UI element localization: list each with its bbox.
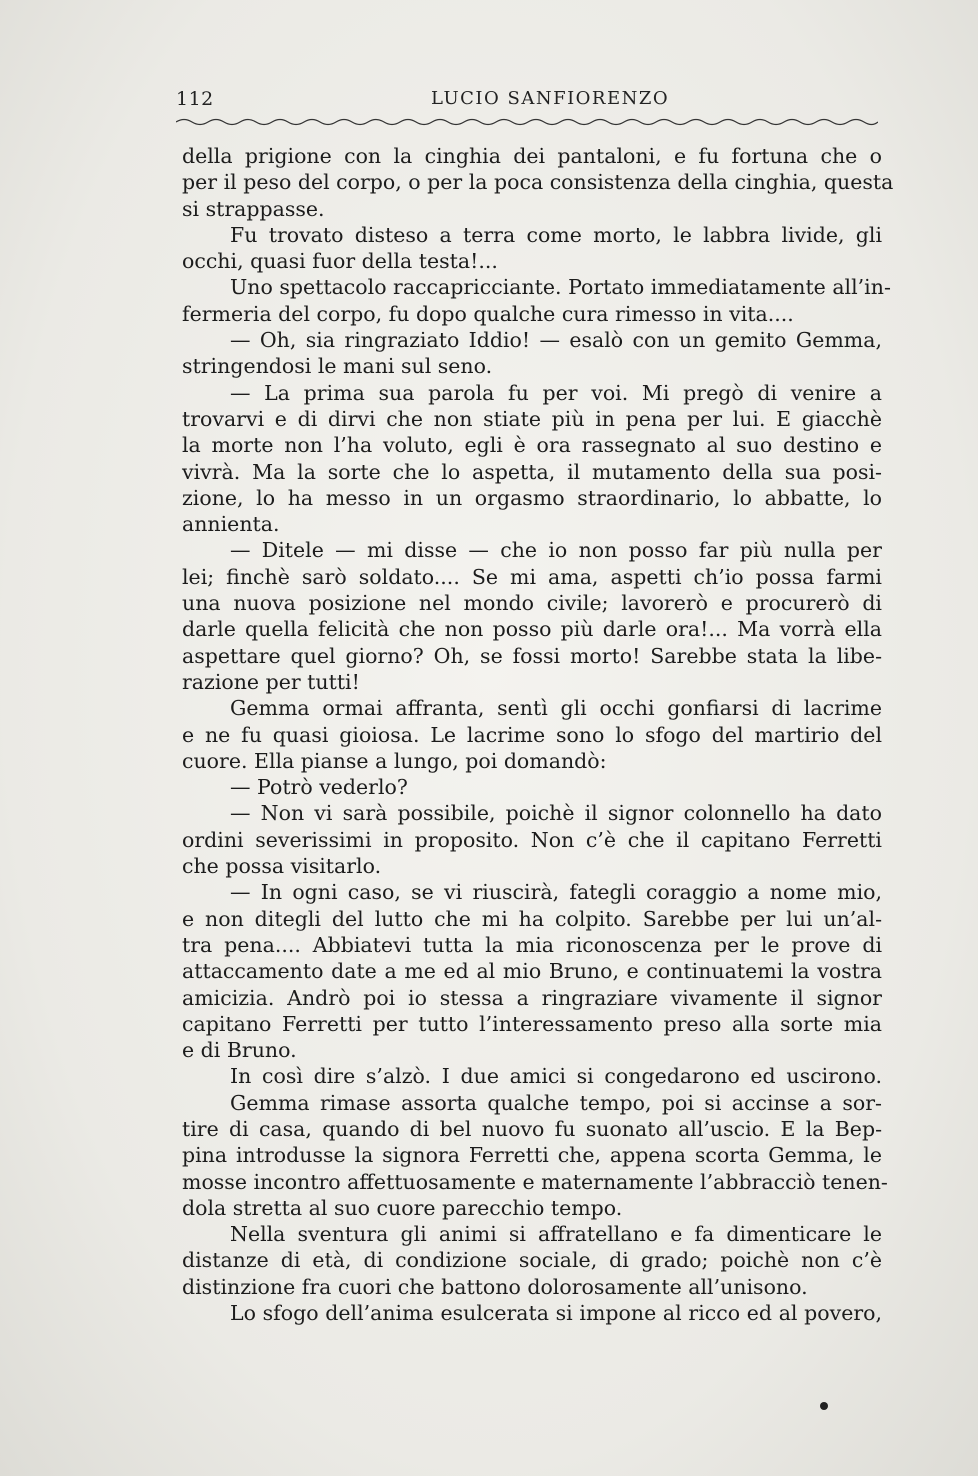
text-line: ordini severissimi in proposito. Non c’è che il capitano Ferretti bbox=[182, 827, 882, 852]
text-line: stringendosi le mani sul seno. bbox=[182, 354, 493, 379]
text-line: capitano Ferretti per tutto l’interessamento preso alla sorte mia bbox=[182, 1011, 882, 1036]
text-line: Uno spettacolo raccapricciante. Portato immediatamente all’in- bbox=[230, 275, 891, 300]
text-line: tra pena.... Abbiatevi tutta la mia riconoscenza per le prove di bbox=[182, 932, 882, 957]
text-line: e di Bruno. bbox=[182, 1038, 297, 1063]
text-line: pina introdusse la signora Ferretti che, appena scorta Gemma, le bbox=[182, 1143, 882, 1168]
text-line: e ne fu quasi gioiosa. Le lacrime sono lo sfogo del martirio del bbox=[182, 722, 882, 747]
text-line: — Non vi sarà possibile, poichè il signor colonnello ha dato bbox=[230, 801, 882, 826]
text-line: Gemma ormai affranta, sentì gli occhi gonfiarsi di lacrime bbox=[230, 696, 882, 721]
text-line: si strappasse. bbox=[182, 196, 325, 221]
text-line: lei; finchè sarò soldato.... Se mi ama, aspetti ch’io possa farmi bbox=[182, 564, 882, 589]
text-line: distinzione fra cuori che battono dolorosamente all’unisono. bbox=[182, 1274, 808, 1299]
text-line: — Ditele — mi disse — che io non posso far più nulla per bbox=[230, 538, 882, 563]
running-title: LUCIO SANFIORENZO bbox=[431, 88, 670, 109]
text-line: Gemma rimase assorta qualche tempo, poi si accinse a sor- bbox=[230, 1090, 882, 1115]
text-line: — Potrò vederlo? bbox=[230, 775, 408, 800]
text-line: occhi, quasi fuor della testa!... bbox=[182, 249, 498, 274]
text-line: — Oh, sia ringraziato Iddio! — esalò con un gemito Gemma, bbox=[230, 328, 882, 353]
text-line: cuore. Ella pianse a lungo, poi domandò: bbox=[182, 748, 607, 773]
text-line: razione per tutti! bbox=[182, 669, 360, 694]
text-line: per il peso del corpo, o per la poca consistenza della cinghia, questa bbox=[182, 170, 894, 195]
text-line: che possa visitarlo. bbox=[182, 854, 382, 879]
text-line: della prigione con la cinghia dei pantaloni, e fu fortuna che o bbox=[182, 144, 882, 168]
text-line: dola stretta al suo cuore parecchio tempo. bbox=[182, 1195, 623, 1220]
text-line: vivrà. Ma la sorte che lo aspetta, il mutamento della sua posi- bbox=[182, 459, 882, 484]
body-text bbox=[182, 143, 894, 1326]
text-line: mosse incontro affettuosamente e maternamente l’abbracciò tenen- bbox=[182, 1169, 888, 1194]
text-line: amicizia. Andrò poi io stessa a ringraziare vivamente il signor bbox=[182, 985, 882, 1010]
text-line: attaccamento date a me ed al mio Bruno, e continuatemi la vostra bbox=[182, 959, 882, 984]
ink-spot bbox=[820, 1402, 828, 1410]
text-line: darle quella felicità che non posso più darle ora!... Ma vorrà ella bbox=[182, 617, 882, 642]
text-line: — In ogni caso, se vi riuscirà, fategli coraggio a nome mio, bbox=[230, 880, 882, 905]
text-line: Nella sventura gli animi si affratellano e fa dimenticare le bbox=[230, 1222, 882, 1247]
text-line: zione, lo ha messo in un orgasmo straordinario, lo abbatte, lo bbox=[182, 485, 882, 510]
page-number: 112 bbox=[176, 88, 214, 110]
header-rule bbox=[176, 114, 878, 128]
text-line: — La prima sua parola fu per voi. Mi pregò di venire a bbox=[230, 380, 882, 405]
text-line: annienta. bbox=[182, 512, 280, 537]
text-line: una nuova posizione nel mondo civile; lavorerò e procurerò di bbox=[182, 591, 882, 616]
text-line: tire di casa, quando di bel nuovo fu suonato all’uscio. E la Bep- bbox=[182, 1116, 882, 1141]
text-line: distanze di età, di condizione sociale, di grado; poichè non c’è bbox=[182, 1248, 882, 1273]
text-line: fermeria del corpo, fu dopo qualche cura rimesso in vita.... bbox=[182, 301, 794, 326]
text-line: Lo sfogo dell’anima esulcerata si impone al ricco ed al povero, bbox=[230, 1301, 882, 1326]
text-line: aspettare quel giorno? Oh, se fossi morto! Sarebbe stata la libe- bbox=[182, 643, 882, 668]
text-line: la morte non l’ha voluto, egli è ora rassegnato al suo destino e bbox=[182, 433, 882, 458]
text-line: e non ditegli del lutto che mi ha colpito. Sarebbe per lui un’al- bbox=[182, 906, 882, 931]
text-line: trovarvi e di dirvi che non stiate più in pena per lui. E giacchè bbox=[182, 406, 882, 431]
text-line: In così dire s’alzò. I due amici si congedarono ed uscirono. bbox=[230, 1064, 882, 1089]
text-line: Fu trovato disteso a terra come morto, le labbra livide, gli bbox=[230, 222, 882, 247]
